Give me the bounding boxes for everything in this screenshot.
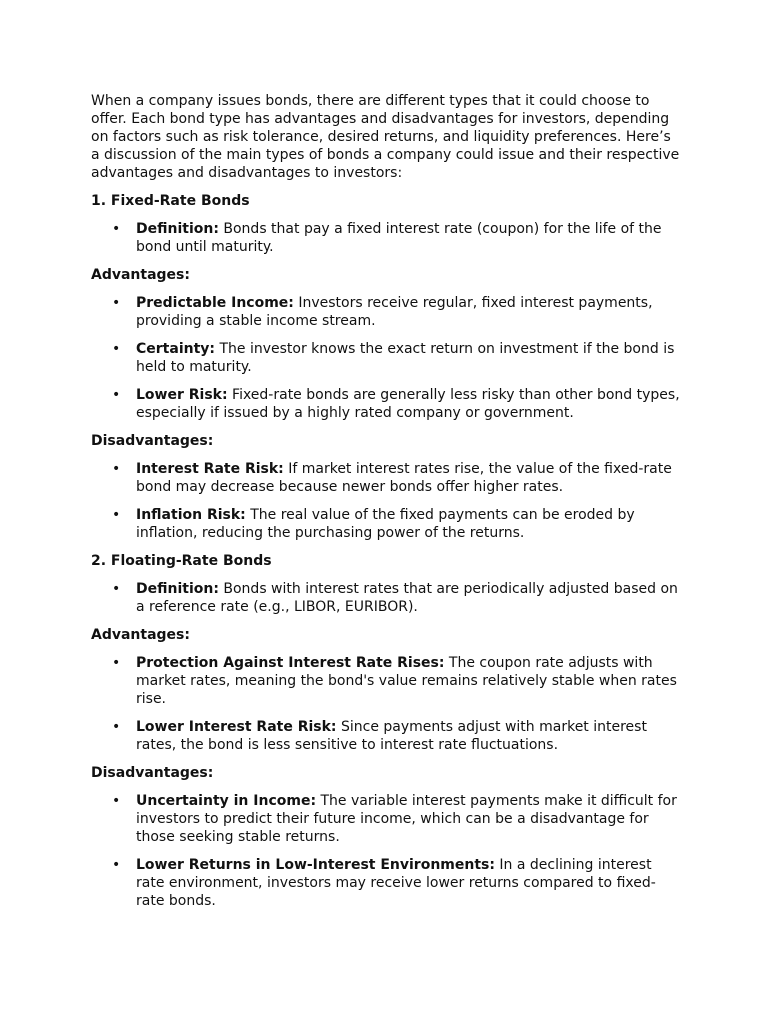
document-page: [91, 92, 683, 920]
item-text: The investor knows the exact return on investment if the bond is held to maturity.: [136, 341, 675, 375]
item-text: Bonds that pay a fixed interest rate (coupon) for the life of the bond until maturity.: [136, 221, 662, 255]
definition-list: [91, 220, 683, 256]
item-text: Investors receive regular, fixed interest payments, providing a stable income stream.: [136, 295, 653, 329]
list-item: [91, 220, 683, 256]
list-item: [91, 792, 683, 846]
section-title: 2. Floating-Rate Bonds: [91, 553, 272, 569]
list-item: [91, 386, 683, 422]
item-text: If market interest rates rise, the value of the fixed-rate bond may decrease because newer bonds offer higher rates.: [136, 461, 672, 495]
item-text: Fixed-rate bonds are generally less risky than other bond types, especially if issued by a highly rated company or government.: [136, 387, 680, 421]
disadvantages-list: [91, 460, 683, 542]
item-text: The real value of the fixed payments can be eroded by inflation, reducing the purchasing power of the returns.: [136, 507, 635, 541]
list-item: [91, 340, 683, 376]
advantages-list: [91, 294, 683, 422]
advantages-heading: Advantages:: [91, 627, 190, 643]
item-text: The coupon rate adjusts with market rates, meaning the bond's value remains relatively stable when rates rise.: [136, 655, 677, 707]
list-item: [91, 718, 683, 754]
item-text: Since payments adjust with market interest rates, the bond is less sensitive to interest rate fluctuations.: [136, 719, 647, 753]
definition-list: [91, 580, 683, 616]
item-text: In a declining interest rate environment, investors may receive lower returns compared to fixed-rate bonds.: [136, 857, 656, 909]
list-item: [91, 294, 683, 330]
item-text: The variable interest payments make it difficult for investors to predict their future income, which can be a disadvantage for those seeking stable returns.: [136, 793, 677, 845]
list-item: [91, 654, 683, 708]
item-text: Bonds with interest rates that are periodically adjusted based on a reference rate (e.g., LIBOR, EURIBOR).: [136, 581, 678, 615]
list-item: [91, 460, 683, 496]
item-term: Lower Interest Rate Risk:: [136, 719, 337, 735]
list-item: [91, 506, 683, 542]
item-term: Inflation Risk:: [136, 507, 246, 523]
item-term: Protection Against Interest Rate Rises:: [136, 655, 445, 671]
item-term: Predictable Income:: [136, 295, 294, 311]
disadvantages-heading: Disadvantages:: [91, 433, 214, 449]
item-term: Certainty:: [136, 341, 215, 357]
disadvantages-list: [91, 792, 683, 910]
list-item: [91, 580, 683, 616]
item-term: Uncertainty in Income:: [136, 793, 317, 809]
item-term: Lower Risk:: [136, 387, 228, 403]
item-term: Interest Rate Risk:: [136, 461, 284, 477]
section-title: 1. Fixed-Rate Bonds: [91, 193, 250, 209]
item-term: Definition:: [136, 221, 219, 237]
list-item: [91, 856, 683, 910]
advantages-heading: Advantages:: [91, 267, 190, 283]
item-term: Lower Returns in Low-Interest Environments:: [136, 857, 495, 873]
disadvantages-heading: Disadvantages:: [91, 765, 214, 781]
intro-paragraph: When a company issues bonds, there are different types that it could choose to offer. Each bond type has advantages and disadvantages for investors, depending on factors such as risk tolerance, desired returns, and liquidity preferences. Here’s a discussion of the main types of bonds a company could issue and their respective advantages and disadvantages to investors:: [91, 93, 680, 181]
advantages-list: [91, 654, 683, 754]
item-term: Definition:: [136, 581, 219, 597]
